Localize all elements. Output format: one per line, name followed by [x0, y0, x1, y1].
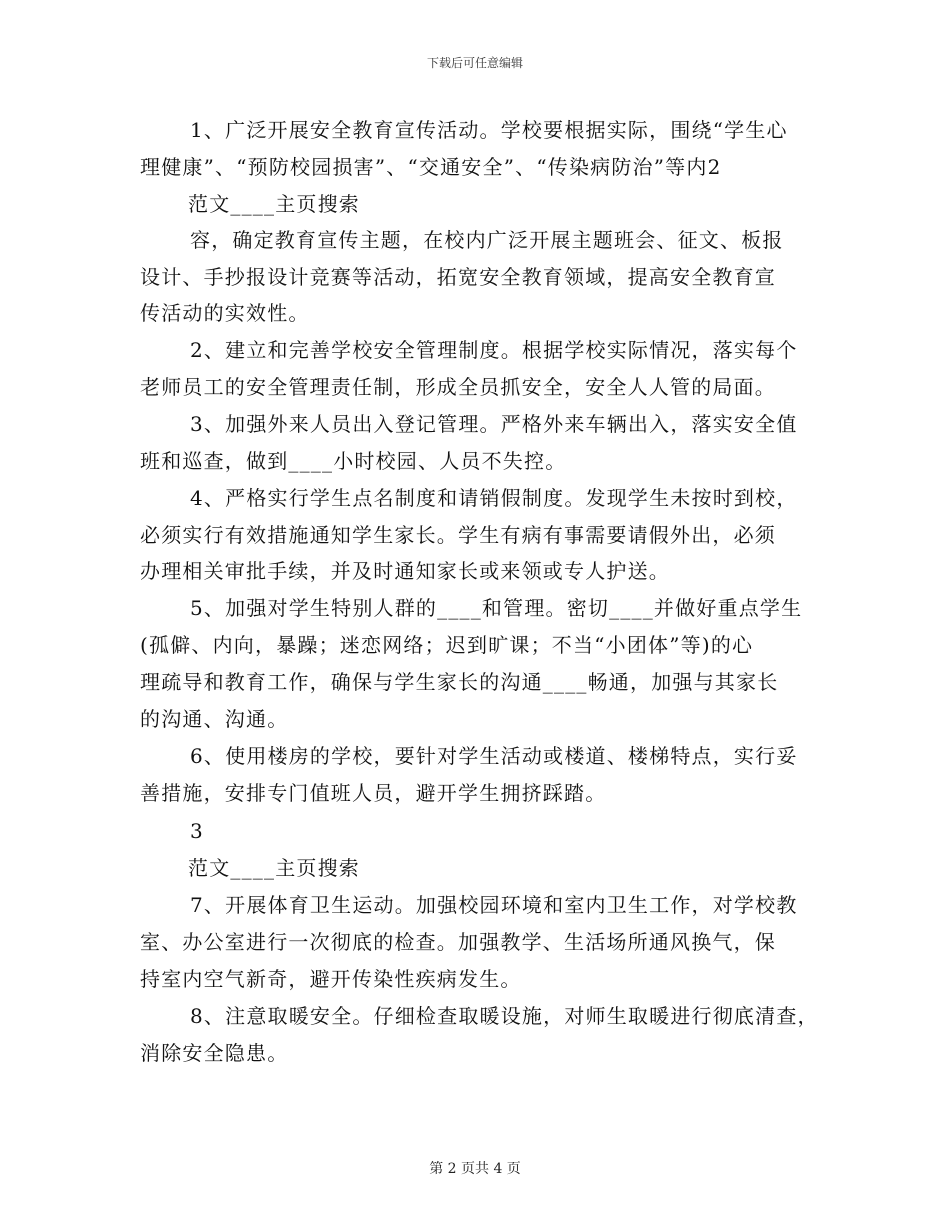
paragraph-line: 范文____主页搜索 [188, 192, 360, 216]
paragraph-line: 1、广泛开展安全教育宣传活动。学校要根据实际，围绕“学生心 [190, 118, 788, 142]
paragraph-line: 必须实行有效措施通知学生家长。学生有病有事需要请假外出，必须 [140, 523, 776, 547]
paragraph-line: 5、加强对学生特别人群的____和管理。密切____并做好重点学生 [190, 596, 803, 620]
paragraph-line: 6、使用楼房的学校，要针对学生活动或楼道、楼梯特点，实行妥 [190, 744, 798, 768]
paragraph-line: 消除安全隐患。 [140, 1041, 289, 1065]
paragraph-line: 理健康”、“预防校园损害”、“交通安全”、“传染病防治”等内2 [140, 155, 722, 179]
paragraph-line: 室、办公室进行一次彻底的检查。加强教学、生活场所通风换气，保 [140, 930, 776, 954]
paragraph-line: (孤僻、内向，暴躁；迷恋网络；迟到旷课；不当“小团体”等)的心 [140, 633, 754, 657]
paragraph-line: 善措施，安排专门值班人员，避开学生拥挤踩踏。 [140, 781, 607, 805]
paragraph-line: 设计、手抄报设计竞赛等活动，拓宽安全教育领域，提高安全教育宣 [140, 265, 776, 289]
page-footer: 第 2 页共 4 页 [429, 1161, 521, 1177]
paragraph-line: 7、开展体育卫生运动。加强校园环境和室内卫生工作，对学校教 [190, 893, 798, 917]
paragraph-line: 2、建立和完善学校安全管理制度。根据学校实际情况，落实每个 [190, 338, 798, 362]
page-marker: 3 [190, 819, 204, 843]
paragraph-line: 持室内空气新奇，避开传染性疾病发生。 [140, 967, 522, 991]
paragraph-line: 3、加强外来人员出入登记管理。严格外来车辆出入，落实安全值 [190, 412, 798, 436]
paragraph-line: 的沟通、沟通。 [140, 707, 289, 731]
paragraph-line: 4、严格实行学生点名制度和请销假制度。发现学生未按时到校， [190, 486, 798, 510]
paragraph-line: 理疏导和教育工作，确保与学生家长的沟通____畅通，加强与其家长 [140, 670, 779, 694]
paragraph-line: 老师员工的安全管理责任制，形成全员抓安全，安全人人管的局面。 [140, 375, 776, 399]
paragraph-line: 范文____主页搜索 [188, 856, 360, 880]
paragraph-line: 8、注意取暖安全。仔细检查取暖设施，对师生取暖进行彻底清查， [190, 1004, 819, 1028]
paragraph-line: 容，确定教育宣传主题，在校内广泛开展主题班会、征文、板报 [190, 228, 784, 252]
paragraph-line: 办理相关审批手续，并及时通知家长或来领或专人护送。 [140, 559, 670, 583]
page-header: 下载后可任意编辑 [426, 56, 523, 70]
paragraph-line: 班和巡查，做到____小时校园、人员不失控。 [140, 449, 567, 473]
paragraph-line: 传活动的实效性。 [140, 301, 310, 325]
